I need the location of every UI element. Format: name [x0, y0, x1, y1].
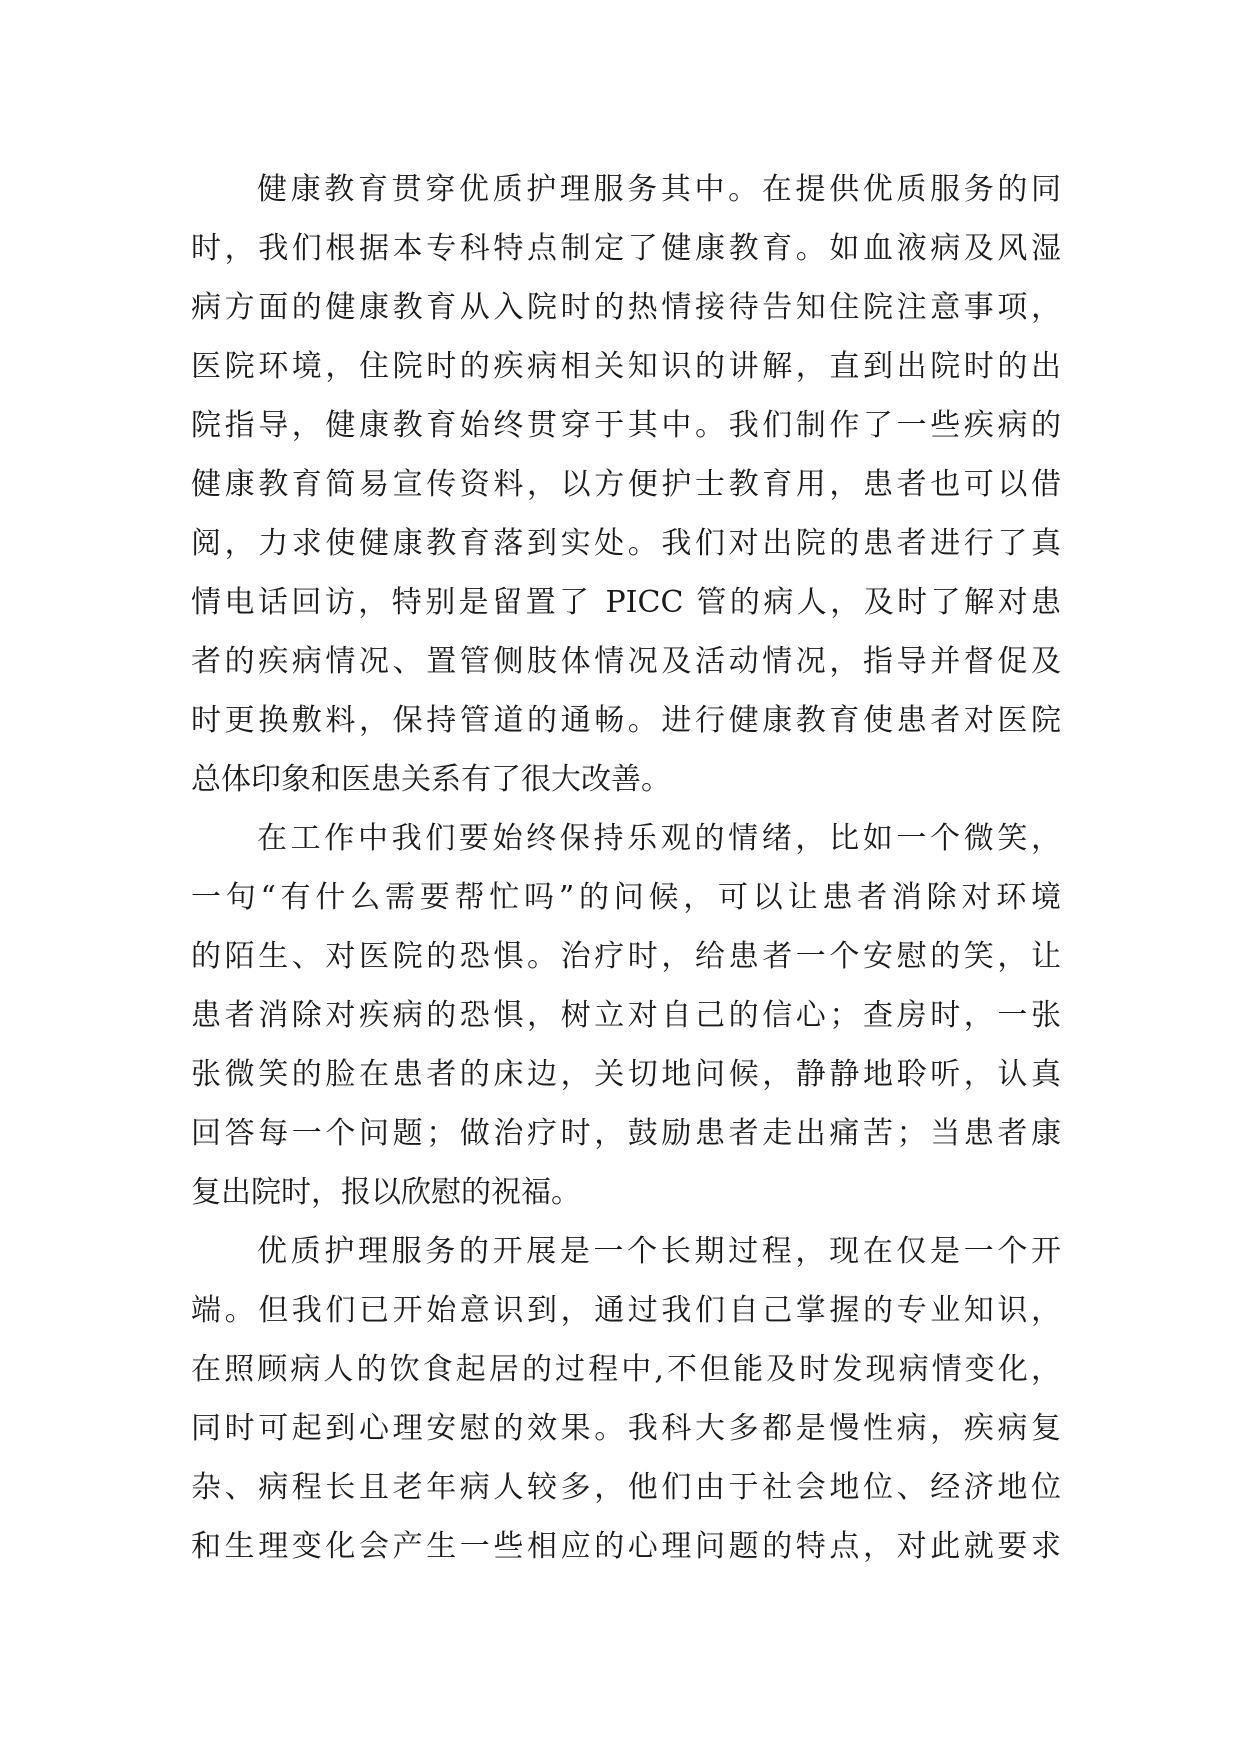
- text-line: 者的疾病情况、置管侧肢体情况及活动情况，指导并督促及: [191, 644, 1061, 679]
- text-line: 同时可起到心理安慰的效果。我科大多都是慢性病，疾病复: [191, 1411, 1061, 1446]
- text-line: 回答每一个问题；做治疗时，鼓励患者走出痛苦；当患者康: [191, 1116, 1061, 1151]
- paragraph-long-term-process: [191, 1222, 1061, 1576]
- text-line: 复出院时，报以欣慰的祝福。: [191, 1175, 581, 1210]
- text-line: 总体印象和医患关系有了很大改善。: [191, 762, 671, 797]
- text-line: 医院环境，住院时的疾病相关知识的讲解，直到出院时的出: [191, 349, 1061, 384]
- text-line: 张微笑的脸在患者的床边，关切地问候，静静地聆听，认真: [191, 1057, 1061, 1092]
- text-line: 在照顾病人的饮食起居的过程中,不但能及时发现病情变化，: [191, 1352, 1061, 1387]
- document-body: [191, 160, 1061, 1576]
- text-line: 优质护理服务的开展是一个长期过程，现在仅是一个开: [257, 1234, 1061, 1269]
- text-line: 端。但我们已开始意识到，通过我们自己掌握的专业知识，: [191, 1293, 1061, 1328]
- text-line: 时，我们根据本专科特点制定了健康教育。如血液病及风湿: [191, 231, 1061, 266]
- text-line: 患者消除对疾病的恐惧，树立对自己的信心；查房时，一张: [191, 998, 1061, 1033]
- text-line: 和生理变化会产生一些相应的心理问题的特点，对此就要求: [191, 1529, 1061, 1564]
- paragraph-optimism: [191, 809, 1061, 1222]
- text-line: 时更换敷料，保持管道的通畅。进行健康教育使患者对医院: [191, 703, 1061, 738]
- text-line: 一句“有什么需要帮忙吗”的问候，可以让患者消除对环境: [191, 880, 1061, 915]
- text-line: 健康教育贯穿优质护理服务其中。在提供优质服务的同: [257, 172, 1061, 207]
- text-line: 病方面的健康教育从入院时的热情接待告知住院注意事项，: [191, 290, 1061, 325]
- text-line: 情电话回访，特别是留置了 PICC 管的病人，及时了解对患: [191, 585, 1061, 620]
- text-line: 健康教育简易宣传资料，以方便护士教育用，患者也可以借: [191, 467, 1061, 502]
- text-line: 的陌生、对医院的恐惧。治疗时，给患者一个安慰的笑，让: [191, 939, 1061, 974]
- paragraph-health-education: [191, 160, 1061, 809]
- text-line: 杂、病程长且老年病人较多，他们由于社会地位、经济地位: [191, 1470, 1061, 1505]
- text-line: 院指导，健康教育始终贯穿于其中。我们制作了一些疾病的: [191, 408, 1061, 443]
- text-line: 在工作中我们要始终保持乐观的情绪，比如一个微笑，: [257, 821, 1061, 856]
- text-line: 阅，力求使健康教育落到实处。我们对出院的患者进行了真: [191, 526, 1061, 561]
